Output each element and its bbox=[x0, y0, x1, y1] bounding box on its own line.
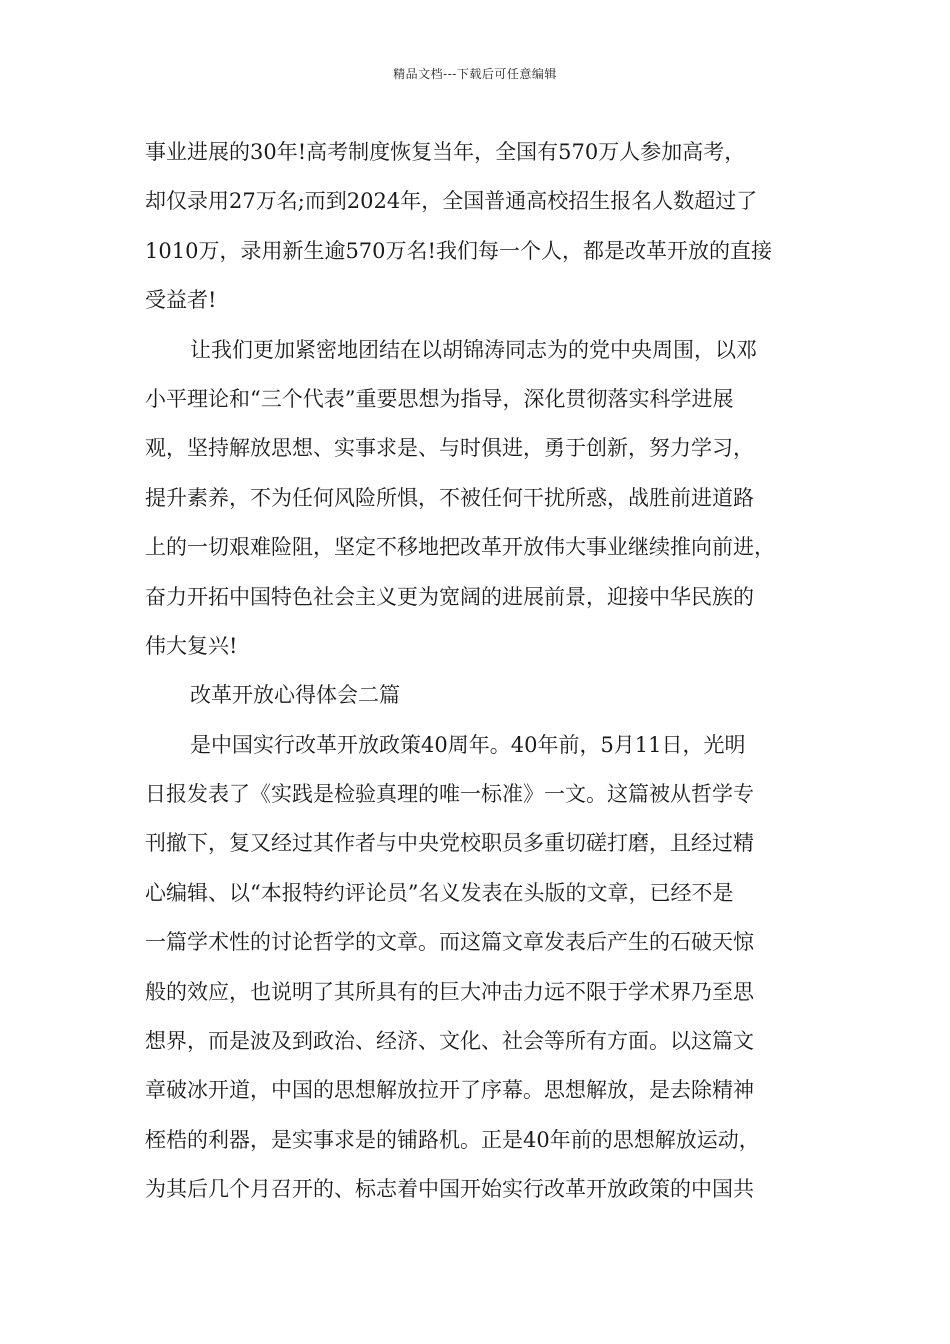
text-line: 却仅录用27万名;而到2024年，全国普通高校招生报名人数超过了 bbox=[145, 189, 758, 214]
paragraph bbox=[145, 326, 810, 672]
text-line: 刊撤下，复又经过其作者与中央党校职员多重切磋打磨，且经过精 bbox=[145, 831, 754, 856]
text-line: 般的效应，也说明了其所具有的巨大冲击力远不限于学术界乃至思 bbox=[145, 979, 754, 1004]
text-line: 想界，而是波及到政治、经济、文化、社会等所有方面。以这篇文 bbox=[145, 1029, 754, 1054]
text-line: 1010万，录用新生逾570万名!我们每一个人，都是改革开放的直接 bbox=[145, 238, 772, 263]
text-line: 日报发表了《实践是检验真理的唯一标准》一文。这篇被从哲学专 bbox=[145, 782, 754, 807]
text-line: 事业进展的30年!高考制度恢复当年，全国有570万人参加高考， bbox=[145, 140, 746, 164]
text-line: 为其后几个月召开的、标志着中国开始实行改革开放政策的中国共 bbox=[145, 1177, 754, 1202]
text-line: 桎梏的利器，是实事求是的铺路机。正是40年前的思想解放运动， bbox=[145, 1127, 760, 1152]
text-line: 心编辑、以“本报特约评论员”名义发表在头版的文章，已经不是 bbox=[145, 880, 734, 905]
paragraph bbox=[145, 128, 810, 326]
text-line: 是中国实行改革开放政策40周年。40年前，5月11日，光明 bbox=[190, 732, 746, 757]
text-line: 受益者! bbox=[145, 288, 217, 313]
text-line: 观，坚持解放思想、实事求是、与时俱进，勇于创新，努力学习， bbox=[145, 436, 754, 461]
document-body bbox=[145, 128, 810, 1215]
text-line: 上的一切艰难险阻，坚定不移地把改革开放伟大事业继续推向前进， bbox=[145, 535, 775, 560]
text-line: 提升素养，不为任何风险所惧，不被任何干扰所惑，战胜前进道路 bbox=[145, 485, 754, 510]
page-header: 精品文档---下载后可任意编辑 bbox=[393, 67, 557, 81]
text-line: 让我们更加紧密地团结在以胡锦涛同志为的党中央周围，以邓 bbox=[190, 337, 757, 362]
text-line: 伟大复兴! bbox=[145, 633, 238, 658]
paragraph bbox=[145, 721, 810, 1215]
text-line: 奋力开拓中国特色社会主义更为宽阔的进展前景，迎接中华民族的 bbox=[145, 584, 754, 609]
text-line: 小平理论和“三个代表”重要思想为指导，深化贯彻落实科学进展 bbox=[145, 386, 734, 411]
section-heading bbox=[145, 671, 810, 720]
text-line: 一篇学术性的讨论哲学的文章。而这篇文章发表后产生的石破天惊 bbox=[145, 930, 754, 955]
text-line: 改革开放心得体会二篇 bbox=[190, 683, 400, 708]
text-line: 章破冰开道，中国的思想解放拉开了序幕。思想解放，是去除精神 bbox=[145, 1078, 754, 1103]
